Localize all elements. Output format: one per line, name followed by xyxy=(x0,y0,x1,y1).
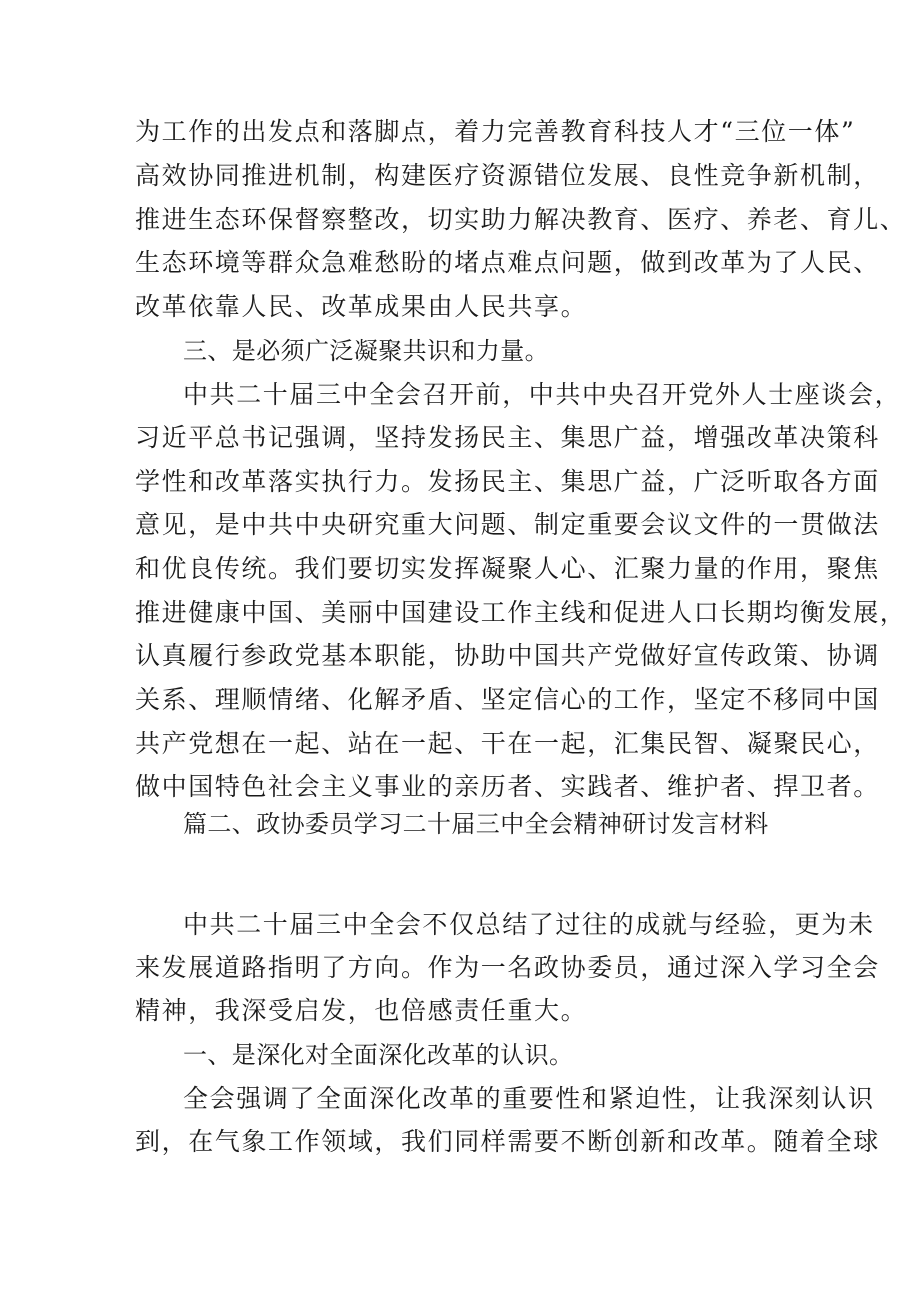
paragraph-line: 学性和改革落实执行力。发扬民主、集思广益，广泛听取各方面 xyxy=(135,467,880,496)
paragraph-line: 全会强调了全面深化改革的重要性和紧迫性，让我深刻认识 xyxy=(183,1084,875,1113)
paragraph-line: 意见，是中共中央研究重大问题、制定重要会议文件的一贯做法 xyxy=(135,510,880,539)
paragraph-line: 推进生态环保督察整改，切实助力解决教育、医疗、养老、育儿、 xyxy=(135,205,907,234)
paragraph-line: 高效协同推进机制，构建医疗资源错位发展、良性竞争新机制， xyxy=(135,161,880,190)
paragraph-line: 共产党想在一起、站在一起、干在一起，汇集民智、凝聚民心， xyxy=(135,729,880,758)
paragraph-line: 改革依靠人民、改革成果由人民共享。 xyxy=(135,292,588,321)
paragraph-line: 到，在气象工作领域，我们同样需要不断创新和改革。随着全球 xyxy=(135,1127,880,1156)
paragraph-line: 推进健康中国、美丽中国建设工作主线和促进人口长期均衡发展， xyxy=(135,598,907,627)
paragraph-line: 精神，我深受启发，也倍感责任重大。 xyxy=(135,996,588,1025)
heading-one: 一、是深化对全面深化改革的认识。 xyxy=(183,1041,574,1069)
paragraph-line: 为工作的出发点和落脚点，着力完善教育科技人才“三位一体” xyxy=(135,117,856,146)
paragraph-line: 来发展道路指明了方向。作为一名政协委员，通过深入学习全会 xyxy=(135,953,880,982)
heading-three: 三、是必须广泛凝聚共识和力量。 xyxy=(183,337,549,365)
section-title: 篇二、政协委员学习二十届三中全会精神研讨发言材料 xyxy=(183,810,769,838)
paragraph-line: 和优良传统。我们要切实发挥凝聚人心、汇聚力量的作用，聚焦 xyxy=(135,554,880,583)
paragraph-line: 中共二十届三中全会不仅总结了过往的成就与经验，更为未 xyxy=(183,910,875,939)
paragraph-line: 认真履行参政党基本职能，协助中国共产党做好宣传政策、协调 xyxy=(135,641,880,670)
paragraph-line: 做中国特色社会主义事业的亲历者、实践者、维护者、捍卫者。 xyxy=(135,772,880,801)
paragraph-line: 中共二十届三中全会召开前，中共中央召开党外人士座谈会， xyxy=(183,380,902,409)
paragraph-line: 生态环境等群众急难愁盼的堵点难点问题，做到改革为了人民、 xyxy=(135,248,880,277)
paragraph-line: 关系、理顺情绪、化解矛盾、坚定信心的工作，坚定不移同中国 xyxy=(135,685,880,714)
paragraph-line: 习近平总书记强调，坚持发扬民主、集思广益，增强改革决策科 xyxy=(135,423,880,452)
